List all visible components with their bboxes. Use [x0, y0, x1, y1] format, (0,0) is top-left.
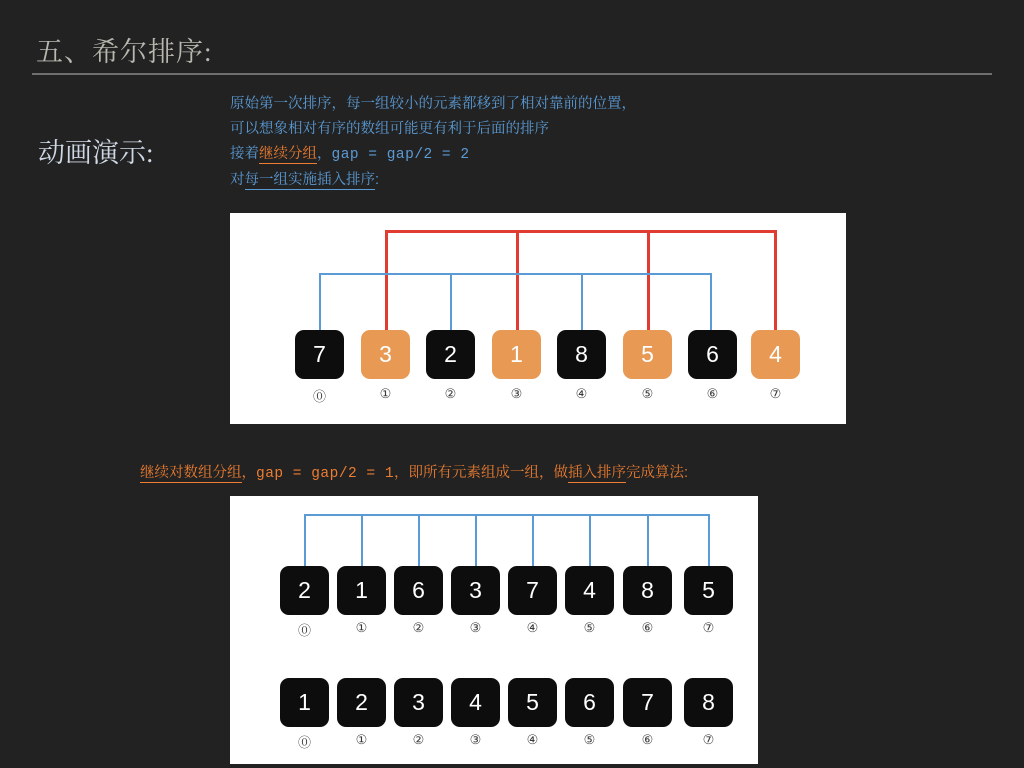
blue-connector-0	[304, 514, 306, 566]
array-index: ⑤	[583, 620, 596, 635]
array-cell: 5	[623, 330, 672, 379]
array-index: ⑥	[641, 620, 654, 635]
blue-connector-0	[319, 273, 321, 330]
red-connector-5	[647, 230, 650, 330]
array-index: ⑦	[769, 386, 782, 401]
array-cell: 8	[557, 330, 606, 379]
description-block	[230, 92, 870, 193]
red-group-horizontal-line	[385, 230, 776, 233]
mid-caption-formula: gap = gap/2 = 1	[256, 466, 395, 482]
array-index: ③	[469, 620, 482, 635]
desc3-formula: gap = gap/2 = 2	[331, 147, 470, 163]
array-index: ⑤	[583, 732, 596, 747]
blue-connector-4	[532, 514, 534, 566]
array-cell: 2	[280, 566, 329, 615]
array-cell: 3	[451, 566, 500, 615]
description-line-1: 原始第一次排序，每一组较小的元素都移到了相对靠前的位置，	[230, 96, 636, 112]
mid-caption-highlight: 插入排序	[568, 465, 627, 481]
array-cell: 7	[295, 330, 344, 379]
array-cell: 7	[508, 566, 557, 615]
blue-connector-3	[475, 514, 477, 566]
desc3-prefix: 接着	[230, 146, 259, 162]
array-cell: 4	[565, 566, 614, 615]
array-index: ④	[575, 386, 588, 401]
array-index: ②	[412, 620, 425, 635]
description-line-3	[230, 142, 870, 168]
mid-caption-part1: 继续对数组分组	[140, 465, 242, 481]
array-cell: 7	[623, 678, 672, 727]
array-cell: 5	[508, 678, 557, 727]
mid-caption	[140, 461, 688, 482]
array-cell: 6	[565, 678, 614, 727]
array-cell: 1	[337, 566, 386, 615]
array-index: ①	[355, 620, 368, 635]
array-index: ⑤	[641, 386, 654, 401]
array-index: ①	[355, 732, 368, 747]
blue-connector-2	[418, 514, 420, 566]
blue-connector-1	[361, 514, 363, 566]
mid-caption-comma2: ，即所有元素组成一组，做	[394, 465, 569, 481]
red-connector-3	[516, 230, 519, 330]
array-index: ②	[412, 732, 425, 747]
array-index: ①	[379, 386, 392, 401]
array-index: ③	[510, 386, 523, 401]
red-connector-7	[774, 230, 777, 330]
desc3-highlight: 继续分组	[259, 146, 317, 162]
blue-connector-6	[647, 514, 649, 566]
title-divider	[32, 73, 992, 75]
figure-panel-bottom	[230, 496, 758, 764]
array-cell: 5	[684, 566, 733, 615]
red-connector-1	[385, 230, 388, 330]
page-title: 五、希尔排序:	[36, 37, 213, 67]
array-cell: 3	[361, 330, 410, 379]
blue-group-horizontal-line	[319, 273, 711, 275]
array-index: ②	[444, 386, 457, 401]
array-cell: 3	[394, 678, 443, 727]
array-index: ③	[469, 732, 482, 747]
array-cell: 4	[751, 330, 800, 379]
array-cell: 1	[280, 678, 329, 727]
array-cell: 2	[426, 330, 475, 379]
blue-group-horizontal-line-all	[304, 514, 710, 516]
figure-panel-top	[230, 213, 846, 424]
demo-label: 动画演示:	[38, 138, 154, 168]
mid-caption-tail: 完成算法:	[626, 465, 689, 481]
array-index: ⓪	[297, 735, 311, 750]
desc4-highlight: 每一组实施插入排序	[244, 172, 375, 188]
blue-connector-5	[589, 514, 591, 566]
blue-connector-2	[450, 273, 452, 330]
blue-connector-4	[581, 273, 583, 330]
desc3-comma: ，	[317, 146, 332, 162]
array-cell: 2	[337, 678, 386, 727]
description-line-2: 可以想象相对有序的数组可能更有利于后面的排序	[230, 121, 549, 137]
array-index: ⓪	[297, 623, 311, 638]
array-cell: 8	[623, 566, 672, 615]
array-index: ④	[526, 620, 539, 635]
array-cell: 4	[451, 678, 500, 727]
array-index: ⑦	[702, 732, 715, 747]
array-index: ⑥	[641, 732, 654, 747]
array-cell: 6	[394, 566, 443, 615]
array-index: ⓪	[312, 389, 326, 404]
array-index: ⑦	[702, 620, 715, 635]
desc4-suffix: :	[375, 172, 380, 188]
desc4-prefix: 对	[230, 172, 245, 188]
array-index: ④	[526, 732, 539, 747]
blue-connector-7	[708, 514, 710, 566]
array-index: ⑥	[706, 386, 719, 401]
blue-connector-6	[710, 273, 712, 330]
array-cell: 6	[688, 330, 737, 379]
mid-caption-comma1: ，	[241, 465, 256, 481]
array-cell: 8	[684, 678, 733, 727]
description-line-4	[230, 168, 870, 193]
array-cell: 1	[492, 330, 541, 379]
